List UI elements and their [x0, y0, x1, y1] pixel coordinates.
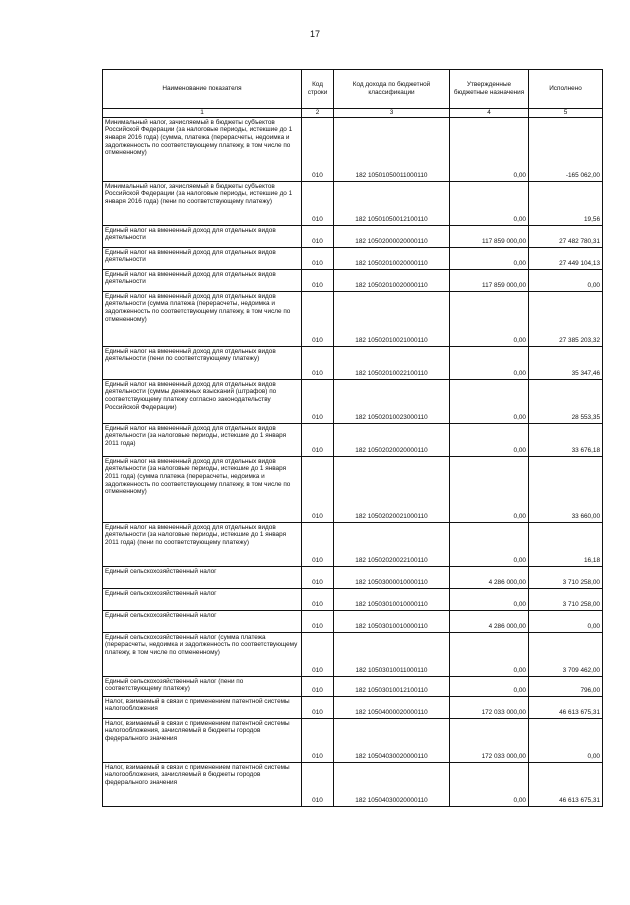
- table-row: [103, 676, 603, 696]
- row-done: 35 347,46: [529, 346, 603, 379]
- row-plan: 0,00: [450, 117, 529, 181]
- row-name: Минимальный налог, зачисляемый в бюджеты субъектов Российской Федерации (за налоговые периоды, истекшие до 1 января 2016 года) (пени по соответствующему платежу): [103, 181, 302, 225]
- row-name: Налог, взимаемый в связи с применением патентной системы налогообложения, зачисляемый в бюджеты городов федерального значения: [103, 762, 302, 806]
- row-done: 3 710 258,00: [529, 566, 603, 588]
- row-done: 27 482 780,31: [529, 225, 603, 247]
- row-done: 0,00: [529, 718, 603, 762]
- row-code: 010: [302, 117, 334, 181]
- header-plan: Утвержденные бюджетные назначения: [450, 70, 529, 109]
- row-kbk: 182 10502010022100110: [334, 346, 450, 379]
- header-code: Код строки: [302, 70, 334, 109]
- row-kbk: 182 10504030020000110: [334, 718, 450, 762]
- row-plan: 0,00: [450, 588, 529, 610]
- row-code: 010: [302, 610, 334, 632]
- row-code: 010: [302, 247, 334, 269]
- row-name: Единый сельскохозяйственный налог (пени по соответствующему платежу): [103, 676, 302, 696]
- row-done: 16,18: [529, 522, 603, 566]
- row-kbk: 182 10501050011000110: [334, 117, 450, 181]
- table-row: [103, 696, 603, 718]
- row-name: Единый налог на вмененный доход для отдельных видов деятельности (за налоговые периоды, истекшие до 1 января 2011 года) (пени по соответствующему платежу): [103, 522, 302, 566]
- budget-execution-table: [102, 69, 603, 807]
- row-done: 46 613 675,31: [529, 762, 603, 806]
- header-kbk: Код дохода по бюджетной классификации: [334, 70, 450, 109]
- row-kbk: 182 10503010011000110: [334, 632, 450, 676]
- row-kbk: 182 10503010010000110: [334, 610, 450, 632]
- row-done: 3 709 462,00: [529, 632, 603, 676]
- row-plan: 4 286 000,00: [450, 566, 529, 588]
- row-kbk: 182 10504000020000110: [334, 696, 450, 718]
- row-name: Единый сельскохозяйственный налог: [103, 566, 302, 588]
- table-row: [103, 610, 603, 632]
- row-kbk: 182 10502010020000110: [334, 269, 450, 291]
- row-plan: 0,00: [450, 247, 529, 269]
- row-done: 46 613 675,31: [529, 696, 603, 718]
- table-row: [103, 346, 603, 379]
- row-name: Налог, взимаемый в связи с применением патентной системы налогообложения: [103, 696, 302, 718]
- table-row: [103, 522, 603, 566]
- row-name: Единый сельскохозяйственный налог: [103, 588, 302, 610]
- row-code: 010: [302, 269, 334, 291]
- column-number: 5: [529, 109, 603, 118]
- row-plan: 0,00: [450, 762, 529, 806]
- row-name: Единый налог на вмененный доход для отдельных видов деятельности (суммы денежных взысканий (штрафов) по соответствующему платежу согласно законодательству Российской Федерации): [103, 379, 302, 423]
- row-plan: 0,00: [450, 379, 529, 423]
- row-kbk: 182 10502000020000110: [334, 225, 450, 247]
- row-code: 010: [302, 718, 334, 762]
- column-number: 2: [302, 109, 334, 118]
- table-row: [103, 632, 603, 676]
- row-code: 010: [302, 566, 334, 588]
- row-code: 010: [302, 762, 334, 806]
- row-kbk: 182 10504030020000110: [334, 762, 450, 806]
- row-code: 010: [302, 181, 334, 225]
- row-done: 0,00: [529, 610, 603, 632]
- row-code: 010: [302, 346, 334, 379]
- row-kbk: 182 10502010023000110: [334, 379, 450, 423]
- row-code: 010: [302, 696, 334, 718]
- row-code: 010: [302, 379, 334, 423]
- row-name: Единый налог на вмененный доход для отдельных видов деятельности (сумма платежа (перерасчеты, недоимка и задолженность по соответствующему платежу, в том числе по отмененному): [103, 291, 302, 346]
- row-plan: 172 033 000,00: [450, 718, 529, 762]
- row-code: 010: [302, 676, 334, 696]
- row-code: 010: [302, 632, 334, 676]
- row-code: 010: [302, 588, 334, 610]
- row-name: Единый сельскохозяйственный налог (сумма платежа (перерасчеты, недоимка и задолженность по соответствующему платежу, в том числе по отмененному): [103, 632, 302, 676]
- row-plan: 0,00: [450, 632, 529, 676]
- table-row: [103, 291, 603, 346]
- header-done: Исполнено: [529, 70, 603, 109]
- row-done: 0,00: [529, 269, 603, 291]
- table-row: [103, 269, 603, 291]
- row-name: Минимальный налог, зачисляемый в бюджеты субъектов Российской Федерации (за налоговые периоды, истекшие до 1 января 2016 года) (сумма, платежа (перерасчеты, недоимка и задолженность по соответствующему платежу, в том числе по отмененному): [103, 117, 302, 181]
- row-done: 3 710 258,00: [529, 588, 603, 610]
- row-done: 27 385 203,32: [529, 291, 603, 346]
- row-done: 19,56: [529, 181, 603, 225]
- row-done: 33 660,00: [529, 456, 603, 522]
- column-number: 4: [450, 109, 529, 118]
- row-plan: 0,00: [450, 676, 529, 696]
- table-row: [103, 456, 603, 522]
- row-kbk: 182 10502020022100110: [334, 522, 450, 566]
- row-code: 010: [302, 423, 334, 456]
- row-done: 28 553,35: [529, 379, 603, 423]
- row-plan: 172 033 000,00: [450, 696, 529, 718]
- column-number: 3: [334, 109, 450, 118]
- row-name: Единый налог на вмененный доход для отдельных видов деятельности: [103, 247, 302, 269]
- page-number: 17: [309, 29, 320, 39]
- row-plan: 0,00: [450, 291, 529, 346]
- row-code: 010: [302, 522, 334, 566]
- row-done: -165 062,00: [529, 117, 603, 181]
- row-name: Единый сельскохозяйственный налог: [103, 610, 302, 632]
- row-kbk: 182 10501050012100110: [334, 181, 450, 225]
- row-plan: 0,00: [450, 423, 529, 456]
- row-plan: 0,00: [450, 346, 529, 379]
- table-row: [103, 117, 603, 181]
- row-plan: 0,00: [450, 522, 529, 566]
- table-row: [103, 588, 603, 610]
- row-plan: 117 859 000,00: [450, 225, 529, 247]
- table-row: [103, 423, 603, 456]
- row-plan: 0,00: [450, 181, 529, 225]
- row-code: 010: [302, 225, 334, 247]
- row-kbk: 182 10503010012100110: [334, 676, 450, 696]
- row-done: 33 676,18: [529, 423, 603, 456]
- table-row: [103, 718, 603, 762]
- row-name: Единый налог на вмененный доход для отдельных видов деятельности (за налоговые периоды, истекшие до 1 января 2011 года): [103, 423, 302, 456]
- row-name: Единый налог на вмененный доход для отдельных видов деятельности: [103, 269, 302, 291]
- row-name: Единый налог на вмененный доход для отдельных видов деятельности (за налоговые периоды, истекшие до 1 января 2011 года) (сумма платежа (перерасчеты, недоимка и задолженность по соответствующему платежу, в том числе по отмененному): [103, 456, 302, 522]
- header-name: Наименование показателя: [103, 70, 302, 109]
- table-row: [103, 762, 603, 806]
- row-kbk: 182 10502010020000110: [334, 247, 450, 269]
- table-row: [103, 379, 603, 423]
- table-row: [103, 566, 603, 588]
- row-kbk: 182 10503010010000110: [334, 588, 450, 610]
- row-code: 010: [302, 291, 334, 346]
- row-kbk: 182 10502020021000110: [334, 456, 450, 522]
- row-plan: 0,00: [450, 456, 529, 522]
- table-row: [103, 225, 603, 247]
- row-name: Налог, взимаемый в связи с применением патентной системы налогообложения, зачисляемый в бюджеты городов федерального значения: [103, 718, 302, 762]
- row-code: 010: [302, 456, 334, 522]
- row-done: 796,00: [529, 676, 603, 696]
- row-kbk: 182 10502010021000110: [334, 291, 450, 346]
- row-name: Единый налог на вмененный доход для отдельных видов деятельности: [103, 225, 302, 247]
- table-row: [103, 181, 603, 225]
- row-plan: 4 286 000,00: [450, 610, 529, 632]
- column-number: 1: [103, 109, 302, 118]
- row-kbk: 182 10503000010000110: [334, 566, 450, 588]
- row-name: Единый налог на вмененный доход для отдельных видов деятельности (пени по соответствующему платежу): [103, 346, 302, 379]
- row-plan: 117 859 000,00: [450, 269, 529, 291]
- table-header-row: [103, 70, 603, 109]
- column-numbers-row: [103, 109, 603, 118]
- row-done: 27 449 104,13: [529, 247, 603, 269]
- table-row: [103, 247, 603, 269]
- row-kbk: 182 10502020020000110: [334, 423, 450, 456]
